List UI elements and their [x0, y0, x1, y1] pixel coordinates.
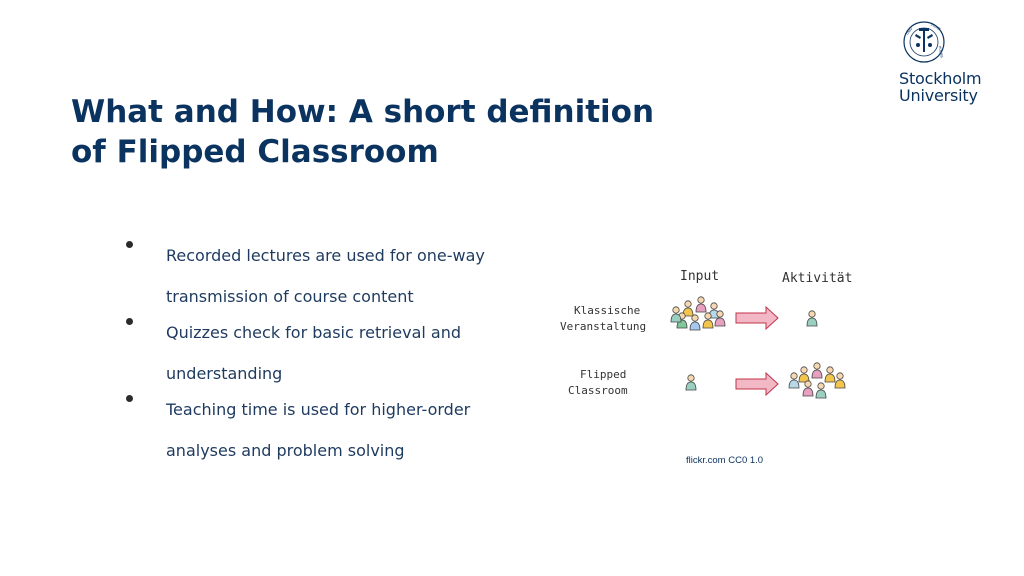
wordmark-line-2: University: [899, 86, 978, 105]
bullet-list: [126, 245, 546, 476]
bullet-dot-icon: [126, 395, 133, 402]
students-group-icon: [671, 297, 725, 330]
row1-label-line1: Klassische: [574, 304, 641, 317]
arrow-right-icon: [736, 373, 778, 395]
row2-label-line2: Classroom: [568, 384, 628, 397]
arrow-right-icon: [736, 307, 778, 329]
svg-text:UNIV: UNIV: [905, 26, 914, 36]
row1-label-line2: Veranstaltung: [560, 320, 647, 333]
slide-title-line-2: of Flipped Classroom: [71, 134, 439, 170]
bullet-text: Quizzes check for basic retrieval and understanding: [166, 323, 461, 383]
activity-header: Aktivität: [782, 271, 853, 286]
university-wordmark: [899, 70, 1009, 104]
slide-title: [71, 92, 751, 172]
input-header: Input: [680, 269, 720, 284]
students-group-icon: [789, 363, 845, 398]
bullet-text: Recorded lectures are used for one-way transmission of course content: [166, 246, 485, 306]
list-item: [126, 389, 546, 471]
single-student-icon: [807, 311, 817, 326]
flipped-classroom-illustration: [556, 258, 866, 408]
list-item: [126, 235, 546, 317]
svg-text:STOCK: STOCK: [929, 22, 942, 32]
slide-title-line-1: What and How: A short definition: [71, 94, 655, 130]
row2-label-line1: Flipped: [580, 368, 627, 381]
bullet-dot-icon: [126, 318, 133, 325]
single-student-icon: [686, 375, 696, 390]
image-credit: flickr.com CC0 1.0: [686, 455, 764, 466]
wordmark-line-1: Stockholm: [899, 69, 982, 88]
svg-text:HOLMS: HOLMS: [937, 45, 944, 59]
bullet-text: Teaching time is used for higher-order analyses and problem solving: [166, 400, 471, 460]
bullet-dot-icon: [126, 241, 133, 248]
list-item: [126, 312, 546, 394]
